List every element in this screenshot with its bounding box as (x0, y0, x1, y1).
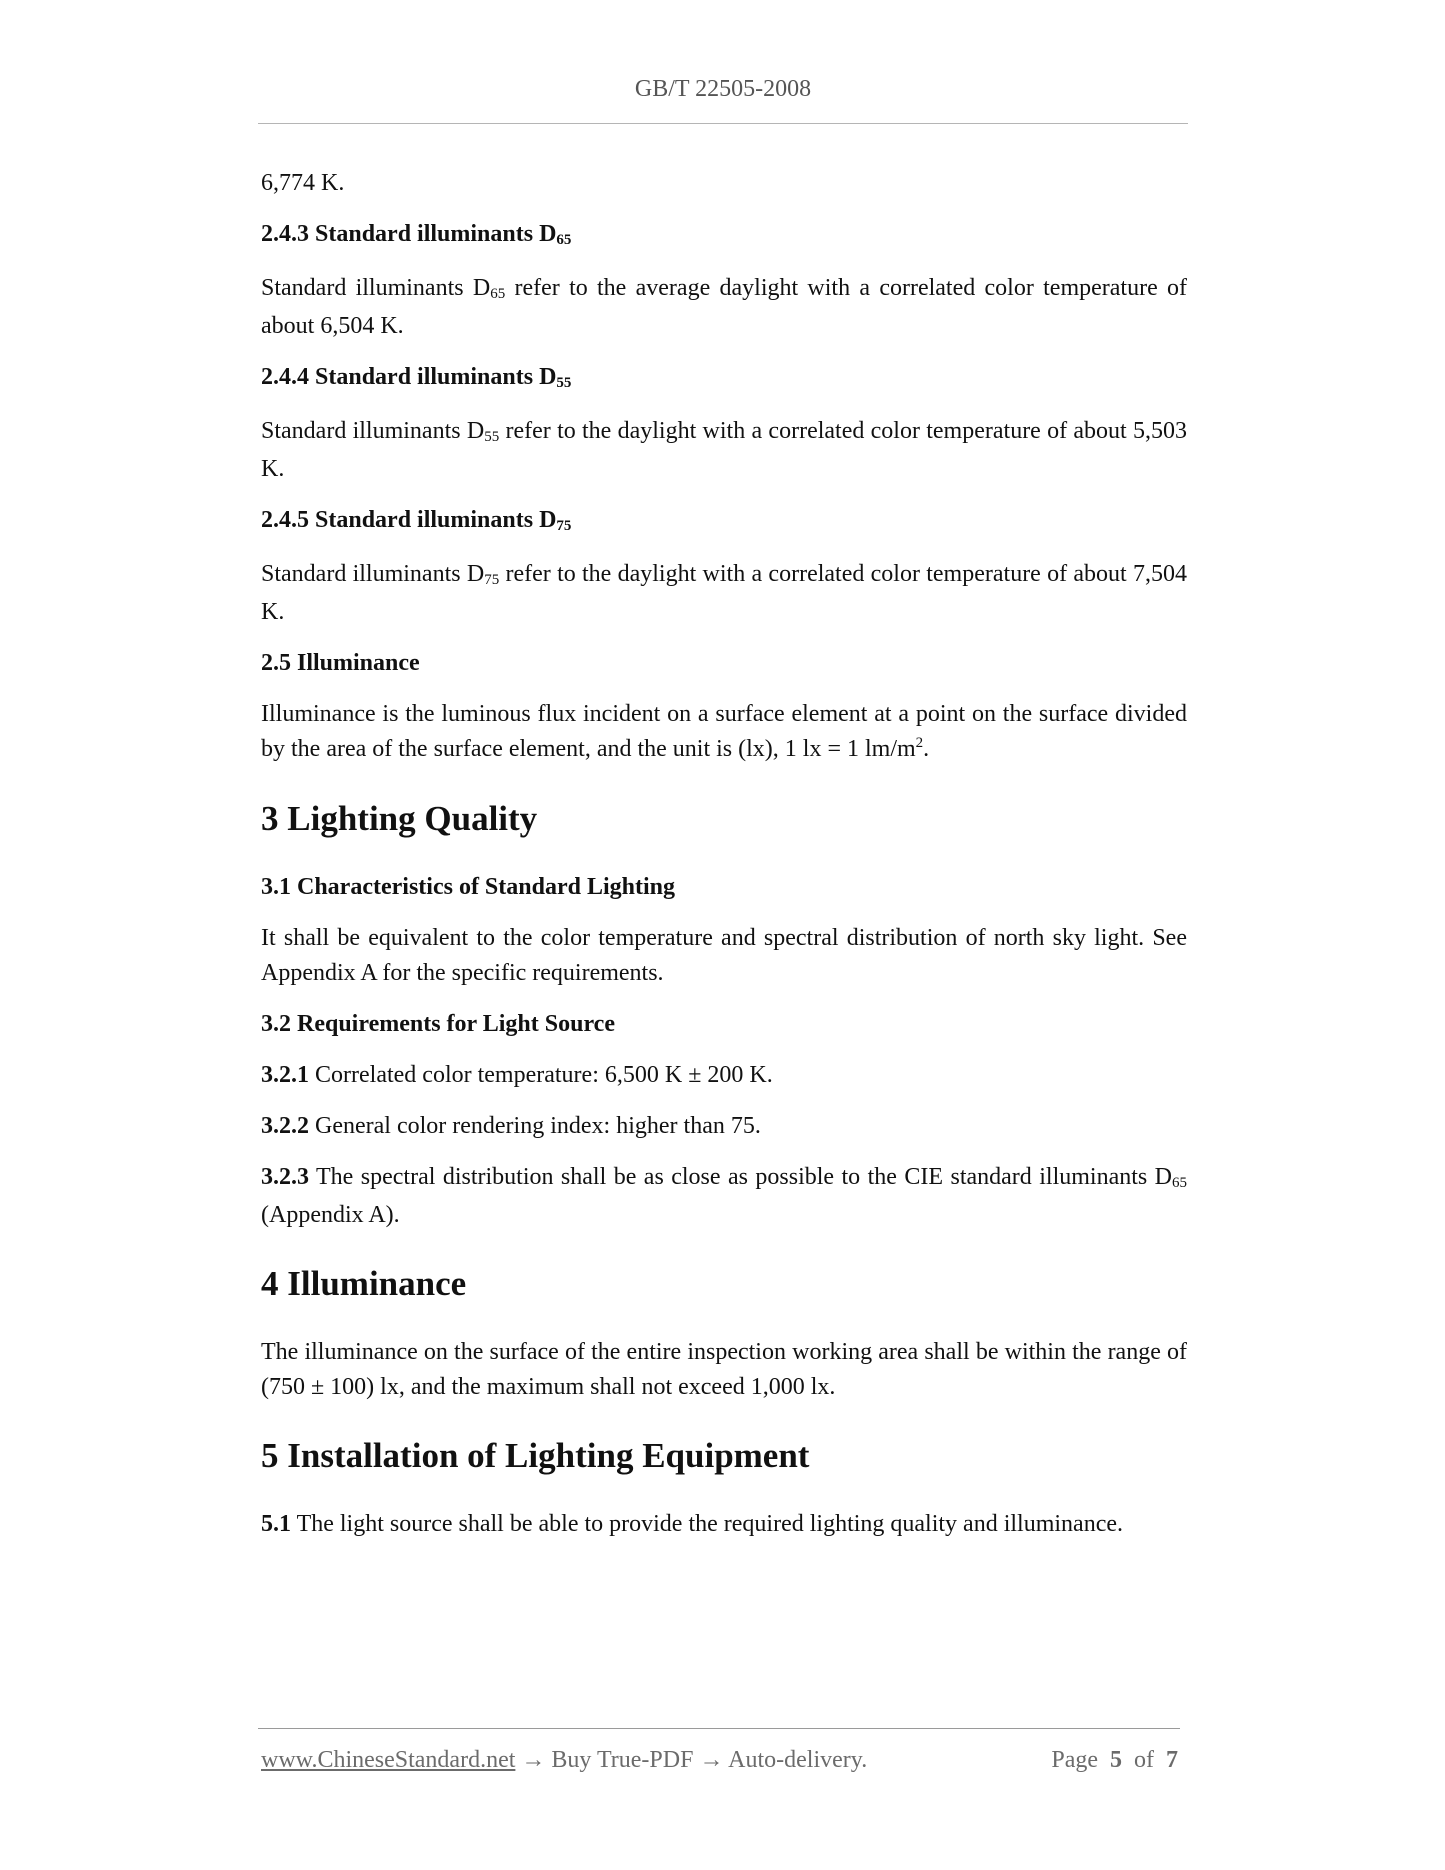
section-number: 2.4.3 (261, 221, 309, 247)
footer-divider (258, 1728, 1180, 1729)
section-2-5-heading (261, 646, 1187, 681)
page-current: 5 (1110, 1747, 1122, 1773)
body-text: refer to the average daylight with a correlated color temperature of about 6,504 K. (261, 275, 1187, 339)
clause-text: (Appendix A). (261, 1202, 400, 1228)
subscript: 75 (484, 572, 500, 588)
arrow-right-icon: → (521, 1747, 546, 1773)
section-2-4-3-heading (261, 217, 1187, 255)
section-title: Standard illuminants D (315, 507, 557, 533)
buy-text: Buy True-PDF (551, 1747, 694, 1773)
section-number: 3.1 (261, 874, 291, 900)
clause-text: Correlated color temperature: 6,500 K ± 200 K. (309, 1062, 773, 1088)
clause-number: 3.2.2 (261, 1113, 309, 1139)
clause-5-1 (261, 1507, 1187, 1542)
section-number: 2.4.4 (261, 364, 309, 390)
subscript: 65 (556, 232, 572, 248)
body-text: refer to the daylight with a correlated color temperature of about 7,504 K. (261, 561, 1187, 625)
body-text: . (923, 736, 930, 762)
page-label: Page (1051, 1747, 1098, 1773)
section-title: Requirements for Light Source (297, 1011, 615, 1037)
page-of: of (1134, 1747, 1154, 1773)
clause-3-2-3 (261, 1160, 1187, 1233)
subscript: 55 (556, 375, 572, 391)
section-5-heading (261, 1433, 1187, 1479)
body-text: Standard illuminants D (261, 561, 485, 587)
section-title: Lighting Quality (287, 799, 538, 838)
website-link[interactable]: www.ChineseStandard.net (261, 1747, 516, 1773)
section-title: Standard illuminants D (315, 364, 557, 390)
header-divider (258, 123, 1188, 124)
section-3-2-heading (261, 1007, 1187, 1042)
subscript: 55 (484, 429, 500, 445)
clause-3-2-2 (261, 1109, 1187, 1144)
clause-3-2-1 (261, 1058, 1187, 1093)
page-content (261, 166, 1187, 1542)
body-text: Standard illuminants D (261, 275, 491, 301)
subscript: 65 (1172, 1175, 1187, 1191)
section-number: 2.4.5 (261, 507, 309, 533)
section-4-body: The illuminance on the surface of the entire inspection working area shall be within the range of (750 ± 100) lx, and the maximum shall not exceed 1,000 lx. (261, 1339, 1187, 1400)
body-text: Standard illuminants D (261, 418, 485, 444)
section-title: Illuminance (287, 1264, 467, 1303)
body-text: Illuminance is the luminous flux incident on a surface element at a point on the surface divided by the area of the surface element, and the unit is (lx), 1 lx = 1 lm/m (261, 701, 1187, 762)
section-title: Installation of Lighting Equipment (287, 1436, 810, 1475)
section-3-1-heading (261, 870, 1187, 905)
section-number: 3 (261, 799, 279, 838)
section-2-4-4-body (261, 414, 1187, 487)
section-number: 5 (261, 1436, 279, 1475)
section-2-4-4-heading (261, 360, 1187, 398)
section-4-heading (261, 1261, 1187, 1307)
footer-promo (261, 1747, 867, 1774)
page-header: GB/T 22505-2008 (634, 76, 812, 102)
clause-text: General color rendering index: higher than 75. (309, 1113, 761, 1139)
clause-number: 3.2.3 (261, 1164, 309, 1190)
arrow-right-icon: → (699, 1747, 724, 1773)
clause-number: 5.1 (261, 1511, 291, 1537)
subscript: 65 (490, 286, 506, 302)
section-3-heading (261, 796, 1187, 842)
section-title: Characteristics of Standard Lighting (297, 874, 675, 900)
page-total: 7 (1166, 1747, 1178, 1773)
section-title: Standard illuminants D (315, 221, 557, 247)
section-2-4-5-body (261, 557, 1187, 630)
page-number (1051, 1747, 1178, 1774)
clause-text: The spectral distribution shall be as close as possible to the CIE standard illuminants D (309, 1164, 1172, 1190)
section-3-1-body: It shall be equivalent to the color temperature and spectral distribution of north sky light. See Appendix A for the specific requirements. (261, 925, 1187, 986)
superscript: 2 (915, 735, 924, 751)
clause-number: 3.2.1 (261, 1062, 309, 1088)
section-2-4-5-heading (261, 503, 1187, 541)
body-text: refer to the daylight with a correlated color temperature of about 5,503 K. (261, 418, 1187, 482)
clause-text: The light source shall be able to provide the required lighting quality and illuminance. (291, 1511, 1124, 1537)
section-number: 4 (261, 1264, 279, 1303)
subscript: 75 (556, 518, 572, 534)
section-title: Illuminance (297, 650, 420, 676)
section-number: 2.5 (261, 650, 291, 676)
delivery-text: Auto-delivery. (728, 1747, 868, 1773)
continuation-text: 6,774 K. (261, 170, 345, 196)
section-number: 3.2 (261, 1011, 291, 1037)
section-2-4-3-body (261, 271, 1187, 344)
section-2-5-body (261, 697, 1187, 770)
